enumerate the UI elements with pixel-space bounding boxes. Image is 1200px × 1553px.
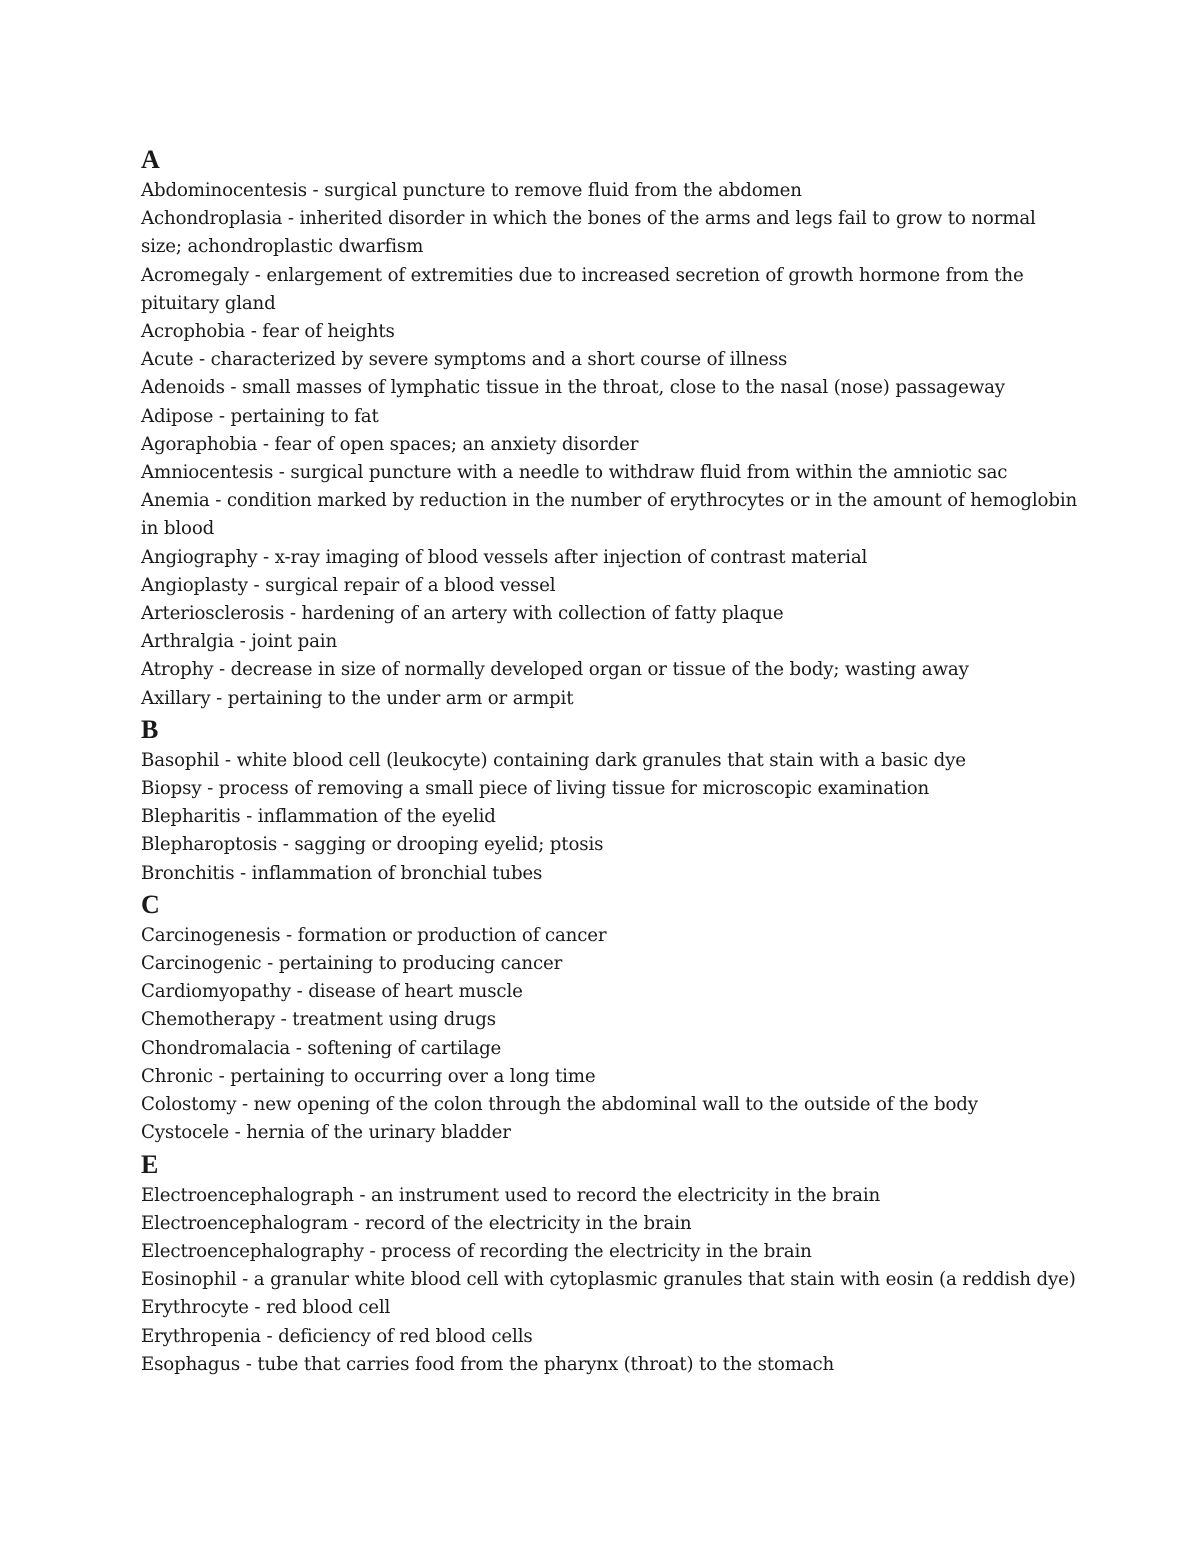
entry-definition: pertaining to occurring over a long time (230, 1065, 596, 1087)
entry-term: Electroencephalography (141, 1240, 364, 1262)
glossary-page (141, 143, 1081, 1379)
entry-term: Chemotherapy (141, 1009, 276, 1031)
entry-term: Cardiomyopathy (141, 981, 292, 1003)
glossary-entry: Esophagus - tube that carries food from the pharynx (throat) to the stomach (141, 1353, 835, 1375)
glossary-entry: Atrophy - decrease in size of normally developed organ or tissue of the body; wasting away (141, 659, 969, 681)
glossary-entry: Angiography - x-ray imaging of blood vessels after injection of contrast material (141, 546, 868, 568)
entry-term: Eosinophil (141, 1269, 237, 1291)
entry-term: Erythrocyte (141, 1297, 249, 1319)
glossary-entry: Adenoids - small masses of lymphatic tissue in the throat, close to the nasal (nose) passageway (141, 377, 1005, 399)
entry-definition: inflammation of bronchial tubes (251, 862, 543, 884)
entry-definition: formation or production of cancer (297, 924, 607, 946)
section-e (141, 1148, 1081, 1379)
section-heading: B (141, 714, 159, 744)
glossary-entry: Electroencephalogram - record of the electricity in the brain (141, 1212, 692, 1234)
glossary-entry: Arteriosclerosis - hardening of an artery with collection of fatty plaque (141, 603, 784, 625)
glossary-entry: Blepharoptosis - sagging or drooping eyelid; ptosis (141, 834, 604, 856)
section-heading: C (141, 889, 160, 919)
entry-definition: white blood cell (leukocyte) containing dark granules that stain with a basic dye (236, 749, 966, 771)
entry-definition: new opening of the colon through the abdominal wall to the outside of the body (253, 1094, 978, 1116)
section-heading: E (141, 1149, 159, 1179)
section-heading: A (141, 145, 160, 174)
entry-term: Esophagus (141, 1353, 241, 1375)
glossary-entry: Bronchitis - inflammation of bronchial tubes (141, 862, 543, 884)
glossary-entry: Angioplasty - surgical repair of a blood vessel (141, 574, 556, 596)
glossary-entry: Acrophobia - fear of heights (141, 321, 395, 343)
entry-definition: an instrument used to record the electricity in the brain (371, 1184, 881, 1206)
entry-definition: deficiency of red blood cells (278, 1325, 533, 1347)
entry-definition: hardening of an artery with collection of fatty plaque (301, 603, 784, 625)
entry-term: Erythropenia (141, 1325, 261, 1347)
entry-definition: surgical repair of a blood vessel (265, 574, 556, 596)
entry-definition: disease of heart muscle (308, 981, 523, 1003)
entry-term: Atrophy (141, 659, 214, 681)
entry-definition: x-ray imaging of blood vessels after injection of contrast material (274, 546, 868, 568)
section-a (141, 143, 1081, 713)
glossary-entry: Carcinogenesis - formation or production of cancer (141, 924, 607, 946)
entry-definition: tube that carries food from the pharynx (throat) to the stomach (257, 1353, 835, 1375)
entry-term: Anemia (141, 490, 210, 512)
entry-definition: fear of heights (262, 321, 395, 343)
entry-definition: treatment using drugs (292, 1009, 496, 1031)
entry-term: Biopsy (141, 778, 202, 800)
entry-definition: a granular white blood cell with cytoplasmic granules that stain with eosin (a reddish dye) (253, 1269, 1076, 1291)
entry-definition: surgical puncture to remove fluid from the abdomen (324, 180, 802, 201)
entry-term: Angioplasty (141, 574, 248, 596)
glossary-entry: Adipose - pertaining to fat (141, 405, 379, 427)
entry-definition: sagging or drooping eyelid; ptosis (294, 834, 604, 856)
glossary-entry: Anemia - condition marked by reduction in the number of erythrocytes or in the amount of hemoglobin in blood (141, 490, 1078, 540)
glossary-entry: Blepharitis - inflammation of the eyelid (141, 806, 496, 828)
entry-term: Agoraphobia (141, 433, 258, 455)
entry-definition: process of removing a small piece of living tissue for microscopic examination (218, 778, 930, 800)
entry-definition: fear of open spaces; an anxiety disorder (274, 433, 639, 455)
glossary-entry: Chondromalacia - softening of cartilage (141, 1037, 502, 1059)
entry-term: Acrophobia (141, 321, 246, 343)
glossary-entry: Arthralgia - joint pain (141, 631, 338, 653)
entry-term: Carcinogenesis (141, 924, 281, 946)
entry-definition: condition marked by reduction in the number of erythrocytes or in the amount of hemoglobin in blood (141, 490, 1078, 540)
section-b (141, 713, 1081, 888)
entry-definition: decrease in size of normally developed organ or tissue of the body; wasting away (230, 659, 969, 681)
glossary-entry: Acromegaly - enlargement of extremities due to increased secretion of growth hormone from the pituitary gland (141, 264, 1024, 314)
glossary-entry: Agoraphobia - fear of open spaces; an anxiety disorder (141, 433, 639, 455)
entry-definition: hernia of the urinary bladder (246, 1122, 511, 1144)
entry-term: Adipose (141, 405, 214, 427)
entry-term: Angiography (141, 546, 258, 568)
glossary-entry: Erythrocyte - red blood cell (141, 1297, 391, 1319)
entry-term: Chondromalacia (141, 1037, 291, 1059)
entry-term: Electroencephalograph (141, 1184, 354, 1206)
entry-definition: red blood cell (266, 1297, 391, 1319)
entry-term: Acute (141, 349, 194, 371)
entry-term: Blepharitis (141, 806, 241, 828)
glossary-entry: Erythropenia - deficiency of red blood cells (141, 1325, 533, 1347)
entry-definition: inflammation of the eyelid (257, 806, 496, 828)
entry-term: Basophil (141, 749, 220, 771)
entry-term: Arthralgia (141, 631, 235, 653)
glossary-entry: Carcinogenic - pertaining to producing cancer (141, 953, 563, 975)
glossary-entry: Biopsy - process of removing a small piece of living tissue for microscopic examination (141, 778, 930, 800)
glossary-entry: Colostomy - new opening of the colon through the abdominal wall to the outside of the body (141, 1094, 978, 1116)
entry-definition: surgical puncture with a needle to withdraw fluid from within the amniotic sac (290, 462, 1008, 484)
entry-term: Colostomy (141, 1094, 237, 1116)
glossary-entry: Cardiomyopathy - disease of heart muscle (141, 981, 523, 1003)
entry-term: Achondroplasia (141, 208, 283, 230)
entry-term: Axillary (141, 687, 211, 709)
entry-term: Electroencephalogram (141, 1212, 348, 1234)
glossary-entry: Cystocele - hernia of the urinary bladder (141, 1122, 511, 1144)
entry-definition: inherited disorder in which the bones of the arms and legs fail to grow to normal size; achondroplastic dwarfism (141, 208, 1036, 258)
entry-term: Carcinogenic (141, 953, 262, 975)
entry-term: Arteriosclerosis (141, 603, 285, 625)
entry-definition: pertaining to fat (230, 405, 379, 427)
entry-term: Acromegaly (141, 264, 250, 286)
glossary-entry: Chronic - pertaining to occurring over a long time (141, 1065, 596, 1087)
section-c (141, 888, 1081, 1148)
entry-definition: record of the electricity in the brain (365, 1212, 692, 1234)
glossary-entry: Electroencephalography - process of recording the electricity in the brain (141, 1240, 812, 1262)
entry-definition: characterized by severe symptoms and a short course of illness (210, 349, 788, 371)
entry-term: Cystocele (141, 1122, 229, 1144)
entry-term: Adenoids (141, 377, 225, 399)
entry-definition: pertaining to the under arm or armpit (227, 687, 574, 709)
entry-term: Amniocentesis (141, 462, 274, 484)
glossary-entry: Acute - characterized by severe symptoms and a short course of illness (141, 349, 788, 371)
entry-definition: process of recording the electricity in the brain (381, 1240, 812, 1262)
entry-term: Chronic (141, 1065, 213, 1087)
entry-term: Blepharoptosis (141, 834, 278, 856)
glossary-entry: Abdominocentesis - surgical puncture to remove fluid from the abdomen (141, 180, 802, 201)
glossary-entry: Amniocentesis - surgical puncture with a needle to withdraw fluid from within the amniotic sac (141, 462, 1008, 484)
glossary-entry: Eosinophil - a granular white blood cell with cytoplasmic granules that stain with eosin (a reddish dye) (141, 1269, 1076, 1291)
glossary-entry: Achondroplasia - inherited disorder in which the bones of the arms and legs fail to grow to normal size; achondroplastic dwarfism (141, 208, 1036, 258)
glossary-entry: Axillary - pertaining to the under arm or armpit (141, 687, 574, 709)
entry-term: Abdominocentesis (141, 180, 307, 201)
entry-definition: joint pain (251, 631, 338, 653)
entry-definition: pertaining to producing cancer (278, 953, 563, 975)
glossary-entry: Basophil - white blood cell (leukocyte) containing dark granules that stain with a basic dye (141, 749, 966, 771)
glossary-entry: Electroencephalograph - an instrument used to record the electricity in the brain (141, 1184, 881, 1206)
entry-definition: enlargement of extremities due to increased secretion of growth hormone from the pituitary gland (141, 264, 1024, 314)
entry-definition: softening of cartilage (307, 1037, 502, 1059)
glossary-entry: Chemotherapy - treatment using drugs (141, 1009, 496, 1031)
entry-term: Bronchitis (141, 862, 235, 884)
entry-definition: small masses of lymphatic tissue in the throat, close to the nasal (nose) passageway (242, 377, 1005, 399)
